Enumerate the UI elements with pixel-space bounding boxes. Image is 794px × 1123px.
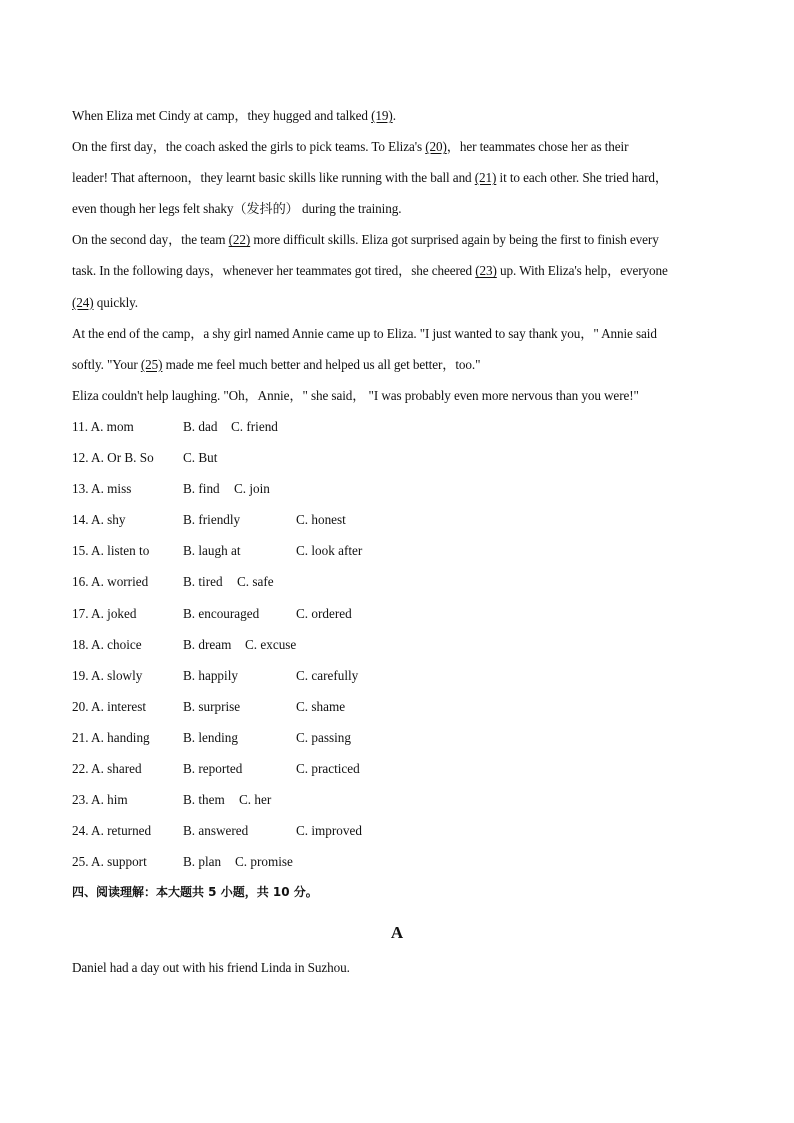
option-row — [72, 660, 722, 691]
text: . — [392, 108, 396, 123]
option-row — [72, 566, 722, 597]
option-a: 13. A. miss — [72, 481, 132, 497]
option-b: B. friendly — [183, 512, 241, 528]
text: quickly. — [93, 294, 138, 310]
option-b: B. tired — [183, 574, 223, 590]
option-row — [72, 442, 722, 473]
text: At the end of the camp，a shy girl named Annie came up to Eliza. "I just wanted to say thank you，" Annie said — [72, 325, 657, 341]
option-c: C. shame — [296, 698, 346, 714]
part-title: A — [390, 923, 404, 943]
option-row — [72, 784, 722, 815]
document-page — [72, 100, 722, 983]
option-a: 15. A. listen to — [72, 543, 150, 559]
option-b: C. But — [183, 450, 218, 466]
option-c: C. join — [234, 481, 270, 497]
passage-line — [72, 349, 722, 380]
option-a: 20. A. interest — [72, 698, 146, 714]
text: made me feel much better and helped us all get better，too." — [162, 356, 481, 372]
option-a: 19. A. slowly — [72, 667, 143, 683]
blank-22: (22) — [228, 232, 251, 248]
option-c: C. ordered — [296, 605, 352, 621]
option-c: C. safe — [237, 574, 274, 590]
option-b: B. encouraged — [183, 605, 260, 621]
option-b: B. answered — [183, 823, 249, 839]
blank-23: (23) — [475, 263, 497, 279]
option-row — [72, 629, 722, 660]
option-a: 22. A. shared — [72, 760, 142, 776]
option-c: C. improved — [296, 823, 362, 839]
option-b: B. dream — [183, 636, 232, 652]
option-row — [72, 846, 722, 877]
option-b: B. find — [183, 481, 220, 497]
option-c: C. excuse — [245, 636, 297, 652]
text: more difficult skills. Eliza got surprised again by being the first to finish every — [250, 232, 659, 248]
option-row — [72, 691, 722, 722]
option-c: C. practiced — [296, 760, 360, 776]
option-c: C. promise — [235, 854, 293, 870]
option-b: B. surprise — [183, 698, 241, 714]
text: up. With Eliza's help，everyone — [496, 263, 668, 279]
option-a: 23. A. him — [72, 792, 128, 808]
option-a: 11. A. mom — [72, 418, 134, 434]
text: On the first day，the coach asked the girls to pick teams. To Eliza's — [72, 139, 426, 155]
passage-line — [72, 287, 722, 318]
passage-line — [72, 131, 722, 162]
option-row — [72, 473, 722, 504]
option-b: B. happily — [183, 667, 238, 683]
text: even though her legs felt shaky（发抖的） during the training. — [72, 201, 402, 217]
option-a: 17. A. joked — [72, 605, 137, 621]
option-b: B. reported — [183, 760, 243, 776]
passage-line — [72, 193, 722, 224]
text: On the second day，the team — [72, 232, 229, 248]
option-row — [72, 411, 722, 442]
option-a: 16. A. worried — [72, 574, 149, 590]
option-b: B. them — [183, 792, 225, 808]
option-row — [72, 598, 722, 629]
option-row — [72, 753, 722, 784]
option-c: C. honest — [296, 512, 346, 528]
option-a: 25. A. support — [72, 854, 147, 870]
blank-21: (21) — [474, 170, 497, 186]
passage-line — [72, 318, 722, 349]
option-a: 18. A. choice — [72, 636, 142, 652]
option-row — [72, 535, 722, 566]
option-b: B. dad — [183, 418, 218, 434]
passage-line — [72, 100, 722, 131]
text: leader! That afternoon，they learnt basic skills like running with the ball and — [72, 170, 475, 186]
text: When Eliza met Cindy at camp，they hugged and talked — [72, 108, 372, 123]
blank-19: (19) — [371, 108, 393, 123]
option-b: B. plan — [183, 854, 222, 870]
text: Eliza couldn't help laughing. "Oh，Annie，" she said， "I was probably even more nervous than you were!" — [72, 387, 639, 403]
options-list — [72, 411, 722, 877]
text: ，her teammates chose her as their — [446, 139, 629, 155]
passage-line — [72, 380, 722, 411]
passage-line — [72, 255, 722, 286]
option-c: C. look after — [296, 543, 363, 559]
passage-line — [72, 162, 722, 193]
option-b: B. laugh at — [183, 543, 241, 559]
option-row — [72, 504, 722, 535]
text: task. In the following days，whenever her teammates got tired，she cheered — [72, 263, 476, 279]
text: it to each other. She tried hard， — [496, 170, 668, 186]
passage-line — [72, 224, 722, 255]
option-row — [72, 815, 722, 846]
option-b: B. lending — [183, 729, 238, 745]
blank-20: (20) — [425, 139, 447, 155]
reading-intro: Daniel had a day out with his friend Linda in Suzhou. — [72, 960, 350, 976]
option-c: C. passing — [296, 729, 351, 745]
option-a: 24. A. returned — [72, 823, 152, 839]
option-c: C. her — [239, 792, 272, 808]
blank-25: (25) — [140, 356, 163, 372]
option-c: C. friend — [231, 418, 278, 434]
option-c: C. carefully — [296, 667, 359, 683]
option-row — [72, 722, 722, 753]
option-a: 12. A. Or B. So — [72, 450, 154, 466]
option-a: 21. A. handing — [72, 729, 150, 745]
blank-24: (24) — [72, 294, 94, 310]
option-a: 14. A. shy — [72, 512, 126, 528]
text: softly. "Your — [72, 356, 141, 372]
section-heading: 四、阅读理解：本大题共 5 小题，共 10 分。 — [72, 885, 318, 900]
